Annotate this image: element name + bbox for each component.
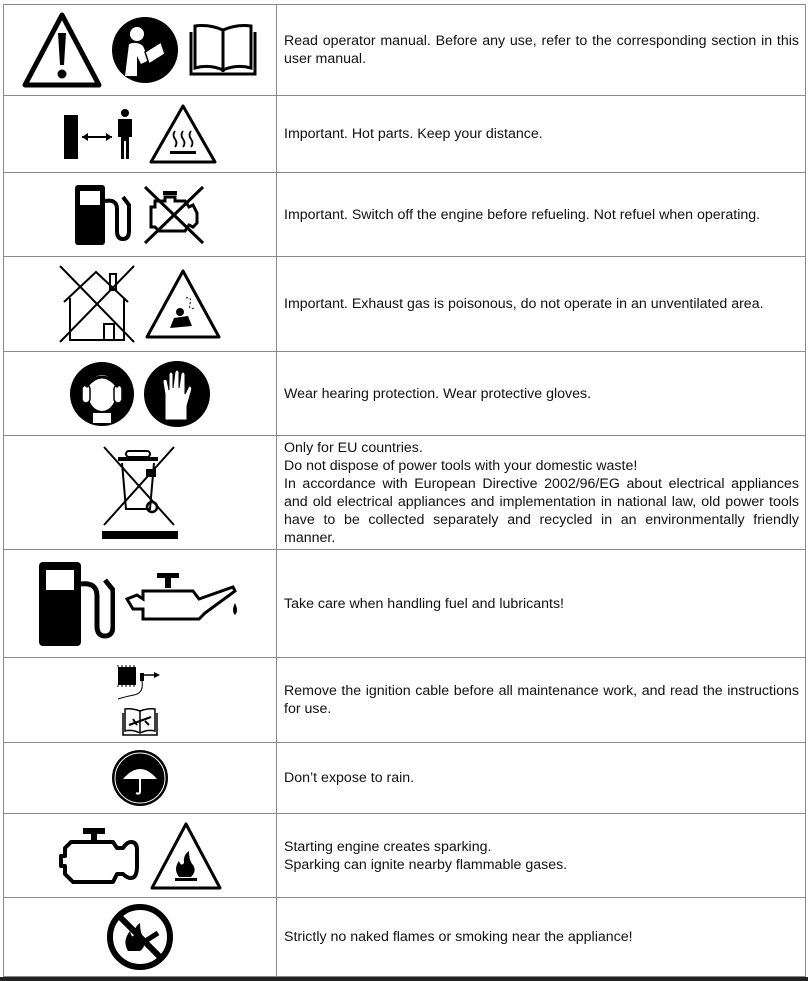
description-text: Remove the ignition cable before all maintenance work, and read the instructions for use. xyxy=(284,683,799,717)
description-cell xyxy=(277,5,806,96)
icon-cell xyxy=(4,550,277,658)
icon-cell xyxy=(4,898,277,977)
house-crossed-icon xyxy=(58,264,136,344)
icon-cell xyxy=(4,257,277,352)
table-row xyxy=(4,5,806,96)
description-cell xyxy=(277,898,806,977)
icon-cell xyxy=(4,743,277,814)
no-rain-umbrella-icon xyxy=(111,749,169,807)
description-cell xyxy=(277,658,806,743)
keep-distance-icon xyxy=(62,107,140,161)
table-row xyxy=(4,814,806,898)
table-row xyxy=(4,173,806,257)
description-cell xyxy=(277,96,806,173)
description-cell xyxy=(277,550,806,658)
description-text: Sparking can ignite nearby flammable gases. xyxy=(284,856,568,873)
icon-cell xyxy=(4,96,277,173)
description-text: Take care when handling fuel and lubricants! xyxy=(284,595,564,612)
description-text: Read operator manual. Before any use, refer to the corresponding section in this user manual. xyxy=(284,33,799,67)
hot-surface-icon xyxy=(148,103,218,165)
no-flames-smoking-icon xyxy=(106,903,174,971)
description-text: In accordance with European Directive 2002/96/EG about electrical appliances and old electrical appliances and implementation in national law, old power tools have to be collected separately and recycled in an environmentally friendly manner. xyxy=(284,475,799,546)
fuel-pump-icon xyxy=(37,560,115,648)
description-text: Do not dispose of power tools with your domestic waste! xyxy=(284,457,638,474)
hearing-protection-icon xyxy=(69,361,135,427)
flammable-warning-icon xyxy=(149,821,223,891)
maintenance-manual-icon xyxy=(121,707,159,737)
description-text: Important. Switch off the engine before refueling. Not refuel when operating. xyxy=(284,206,761,223)
description-text: Important. Exhaust gas is poisonous, do not operate in an unventilated area. xyxy=(284,296,764,312)
table-row xyxy=(4,658,806,743)
description-cell xyxy=(277,173,806,257)
table-row xyxy=(4,257,806,352)
icon-cell xyxy=(4,352,277,436)
engine-crossed-icon xyxy=(141,183,207,247)
safety-symbols-table xyxy=(3,4,806,977)
description-cell xyxy=(277,352,806,436)
table-row xyxy=(4,898,806,977)
table-row xyxy=(4,436,806,550)
description-text: Starting engine creates sparking. xyxy=(284,838,492,855)
table-row xyxy=(4,352,806,436)
page-bottom-border xyxy=(0,977,808,981)
description-text: Only for EU countries. xyxy=(284,439,423,456)
icon-cell xyxy=(4,5,277,96)
description-cell xyxy=(277,814,806,898)
description-text: Important. Hot parts. Keep your distance. xyxy=(284,126,543,142)
toxic-gas-warning-icon xyxy=(144,268,222,340)
description-cell xyxy=(277,436,806,550)
description-text: Wear hearing protection. Wear protective gloves. xyxy=(284,385,592,402)
open-book-icon xyxy=(187,22,259,78)
weee-crossed-bin-icon xyxy=(100,445,180,541)
warning-triangle-icon xyxy=(21,11,103,89)
engine-icon xyxy=(57,826,141,886)
oil-can-icon xyxy=(123,569,243,639)
description-cell xyxy=(277,257,806,352)
read-manual-icon xyxy=(111,16,179,84)
icon-cell xyxy=(4,658,277,743)
description-text: Don’t expose to rain. xyxy=(284,770,415,786)
icon-cell xyxy=(4,436,277,550)
protective-gloves-icon xyxy=(143,360,211,428)
table-row xyxy=(4,550,806,658)
ignition-cable-icon xyxy=(114,663,166,703)
table-row xyxy=(4,743,806,814)
description-text: Strictly no naked flames or smoking near the appliance! xyxy=(284,929,633,945)
table-row xyxy=(4,96,806,173)
icon-cell xyxy=(4,173,277,257)
icon-cell xyxy=(4,814,277,898)
fuel-pump-icon xyxy=(73,183,133,247)
description-cell xyxy=(277,743,806,814)
